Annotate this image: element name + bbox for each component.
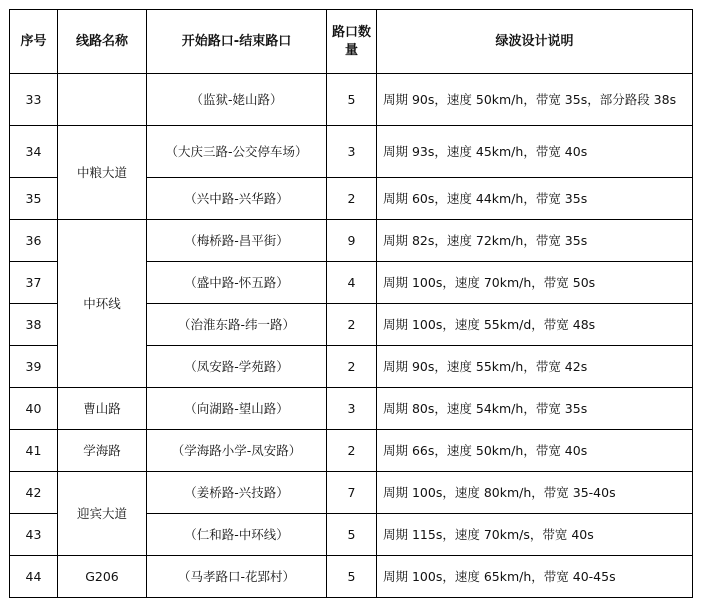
table-row: [10, 126, 693, 178]
row-no: 38: [10, 304, 58, 346]
table-row: [10, 472, 693, 514]
line-name-cell: 曹山路: [58, 388, 147, 430]
header-no: 序号: [10, 10, 58, 74]
segment-cell: （仁和路-中环线）: [147, 514, 327, 556]
count-cell: 2: [327, 430, 377, 472]
header-description: 绿波设计说明: [377, 10, 693, 74]
count-cell: 3: [327, 388, 377, 430]
segment-cell: （姜桥路-兴技路）: [147, 472, 327, 514]
count-cell: 2: [327, 346, 377, 388]
row-no: 40: [10, 388, 58, 430]
count-cell: 2: [327, 304, 377, 346]
row-no: 34: [10, 126, 58, 178]
description-cell: 周期 100s，速度 70km/h，带宽 50s: [377, 262, 693, 304]
segment-cell: （凤安路-学苑路）: [147, 346, 327, 388]
description-cell: 周期 66s，速度 50km/h，带宽 40s: [377, 430, 693, 472]
segment-cell: （马孝路口-花郢村）: [147, 556, 327, 598]
description-cell: 周期 100s，速度 65km/h，带宽 40-45s: [377, 556, 693, 598]
description-cell: 周期 93s，速度 45km/h，带宽 40s: [377, 126, 693, 178]
description-cell: 周期 100s，速度 80km/h，带宽 35-40s: [377, 472, 693, 514]
count-cell: 5: [327, 514, 377, 556]
line-name-cell: 中环线: [58, 220, 147, 388]
segment-cell: （梅桥路-昌平街）: [147, 220, 327, 262]
header-row: [10, 10, 693, 74]
count-cell: 5: [327, 556, 377, 598]
segment-cell: （治淮东路-纬一路）: [147, 304, 327, 346]
count-cell: 5: [327, 74, 377, 126]
row-no: 37: [10, 262, 58, 304]
row-no: 42: [10, 472, 58, 514]
header-intersection-count: 路口数量: [327, 10, 377, 74]
row-no: 33: [10, 74, 58, 126]
row-no: 44: [10, 556, 58, 598]
green-wave-table: [9, 9, 693, 598]
segment-cell: （学海路小学-凤安路）: [147, 430, 327, 472]
row-no: 41: [10, 430, 58, 472]
segment-cell: （盛中路-怀五路）: [147, 262, 327, 304]
count-cell: 2: [327, 178, 377, 220]
line-name-cell: G206: [58, 556, 147, 598]
header-line-name: 线路名称: [58, 10, 147, 74]
row-no: 39: [10, 346, 58, 388]
table-row: [10, 388, 693, 430]
segment-cell: （向湖路-望山路）: [147, 388, 327, 430]
row-no: 35: [10, 178, 58, 220]
description-cell: 周期 115s，速度 70km/s，带宽 40s: [377, 514, 693, 556]
description-cell: 周期 90s，速度 50km/h，带宽 35s，部分路段 38s: [377, 74, 693, 126]
count-cell: 4: [327, 262, 377, 304]
line-name-cell: 迎宾大道: [58, 472, 147, 556]
row-no: 43: [10, 514, 58, 556]
description-cell: 周期 90s，速度 55km/h，带宽 42s: [377, 346, 693, 388]
segment-cell: （监狱-姥山路）: [147, 74, 327, 126]
table-row: [10, 74, 693, 126]
segment-cell: （大庆三路-公交停车场）: [147, 126, 327, 178]
line-name-cell: 学海路: [58, 430, 147, 472]
count-cell: 3: [327, 126, 377, 178]
description-cell: 周期 60s，速度 44km/h，带宽 35s: [377, 178, 693, 220]
count-cell: 7: [327, 472, 377, 514]
description-cell: 周期 82s，速度 72km/h，带宽 35s: [377, 220, 693, 262]
table-row: [10, 430, 693, 472]
line-name-cell: [58, 74, 147, 126]
segment-cell: （兴中路-兴华路）: [147, 178, 327, 220]
description-cell: 周期 80s，速度 54km/h，带宽 35s: [377, 388, 693, 430]
count-cell: 9: [327, 220, 377, 262]
line-name-cell: 中粮大道: [58, 126, 147, 220]
row-no: 36: [10, 220, 58, 262]
table-row: [10, 220, 693, 262]
header-segment: 开始路口-结束路口: [147, 10, 327, 74]
description-cell: 周期 100s，速度 55km/d，带宽 48s: [377, 304, 693, 346]
table-row: [10, 556, 693, 598]
